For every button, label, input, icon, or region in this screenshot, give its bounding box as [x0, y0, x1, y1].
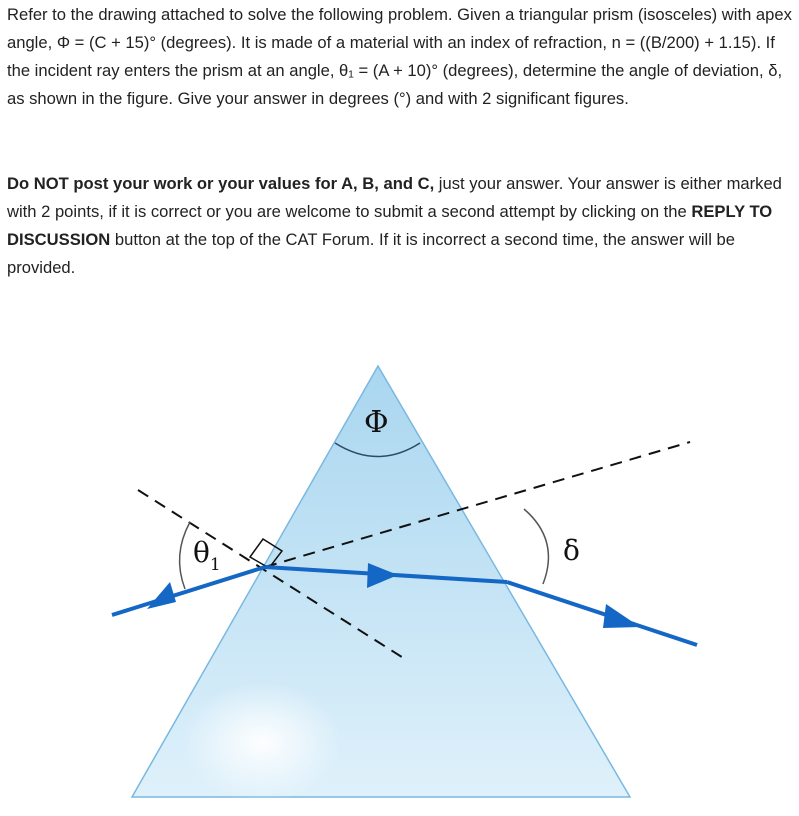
- theta-angle-arc: [180, 522, 190, 589]
- problem-statement: Refer to the drawing attached to solve the following problem. Given a triangular prism (isosceles) with apex angle, Φ = (C + 15)° (degrees). It is made of a material with an index of refraction, n = ((B/200) + 1.15). If the incident ray enters the prism at an angle, θ₁ = (A + 10)° (degrees), determine the angle of deviation, δ, as shown in the figure. Give your answer in degrees (°) and with 2 significant figures.: [7, 5, 792, 108]
- apex-angle-label: Φ: [364, 405, 389, 440]
- instructions-text-b: button at the top of the CAT Forum. If it is incorrect a second time, the answer will be provided.: [7, 230, 735, 277]
- incident-ray-arrow: [147, 582, 176, 609]
- delta-angle-arc: [524, 509, 548, 584]
- theta-label: [193, 536, 221, 575]
- instructions-text-a: just your answer. Your answer is either marked with 2 points, if it is correct or you are welcome to submit a second attempt by clicking on the: [7, 174, 782, 221]
- delta-label: δ: [563, 534, 580, 567]
- prism-diagram: [0, 300, 799, 816]
- emergent-ray-arrow: [603, 604, 640, 628]
- posting-instructions: [7, 170, 793, 282]
- prism-highlight: [182, 682, 342, 802]
- theta-subscript: 1: [209, 555, 221, 575]
- theta-symbol: θ: [193, 536, 210, 569]
- reply-to-discussion-label: REPLY TO DISCUSSION: [7, 202, 773, 249]
- instructions-bold-lead: Do NOT post your work or your values for A, B, and C,: [7, 174, 435, 193]
